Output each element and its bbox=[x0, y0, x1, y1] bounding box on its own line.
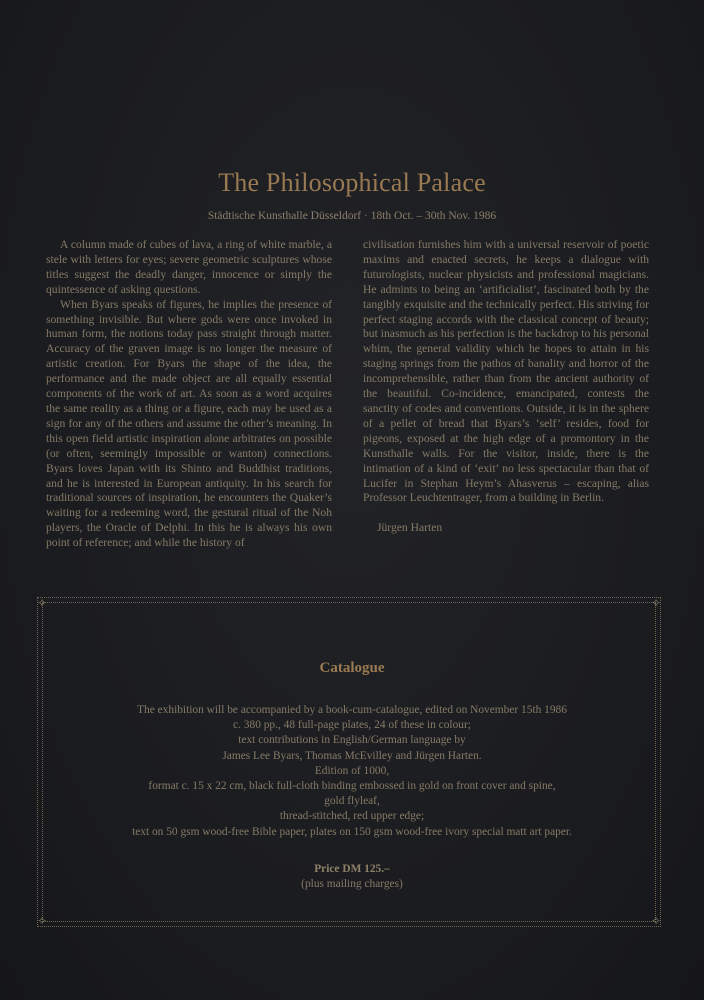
essay-paragraph: A column made of cubes of lava, a ring of white marble, a stele with letters for eyes; severe geometric sculptures whose titles suggest the deadly danger, innocence or simply the quintessence of asking questions. bbox=[46, 238, 332, 296]
essay-right-column bbox=[363, 238, 649, 536]
author-signature: Jürgen Harten bbox=[377, 521, 443, 535]
price-note: (plus mailing charges) bbox=[301, 878, 403, 891]
catalogue-heading: Catalogue bbox=[319, 660, 385, 676]
catalogue-line: text contributions in English/German language by bbox=[238, 734, 466, 747]
catalogue-line: James Lee Byars, Thomas McEvilley and Jürgen Harten. bbox=[222, 749, 482, 762]
essay-paragraph: When Byars speaks of figures, he implies the presence of something invisible. But where gods were once invoked in human form, the notions today pass straight through matter. Accuracy of the graven image is no longer the measure of artistic creation. For Byars the shape of the idea, the performance and the made object are all equally essential components of the work of art. As soon as a word acquires the same reality as a thing or a figure, each may be used as a sign for any of the others and assume the other’s meaning. In this open field artistic inspiration alone arbitrates on possible (or often, seemingly impossible or wanton) connections. Byars loves Japan with its Shinto and Buddhist traditions, and he is interested in European antiquity. In his search for traditional sources of inspiration, he encounters the Quaker’s waiting for a redeeming word, the gestural ritual of the Noh players, the Oracle of Delphi. In this he is always his own point of reference; and while the history of bbox=[46, 297, 332, 550]
catalogue-line: Edition of 1000, bbox=[314, 764, 390, 777]
price-block bbox=[0, 862, 704, 892]
catalogue-line: gold flyleaf, bbox=[324, 795, 380, 808]
corner-star-icon: ✧ bbox=[651, 596, 662, 610]
catalogue-details bbox=[0, 703, 704, 840]
essay-left-column bbox=[46, 238, 332, 551]
page-title: The Philosophical Palace bbox=[218, 168, 486, 197]
catalogue-line: The exhibition will be accompanied by a book-cum-catalogue, edited on November 15th 1986 bbox=[137, 704, 567, 716]
essay-paragraph: civilisation furnishes him with a universal reservoir of poetic maxims and enacted secrets, he keeps a dialogue with futurologists, nuclear physicists and professional magicians. He admints to being an ‘artificialist’, fascinated both by the tangibly exquisite and the technically perfect. His striving for perfect staging accords with the classical concept of beauty; but inasmuch as his perfection is the backdrop to his personal whim, the general validity which he hopes to attain in his staging springs from the pathos of banality and horror of the incomprehensible, rather than from the ancient authority of the beautiful. Co-incidence, emancipated, contests the sanctity of codes and conventions. Outside, it is in the sphere of a pellet of bread that Byars’s ‘self’ resides, food for pigeons, exposed at the high edge of a promontory in the Kunsthalle walls. For the visitor, inside, there is the intimation of a kind of ‘exit’ no less spectacular than that of Lucifer in Stephan Heym’s Ahasverus – escaping, alias Professor Leuchtentrager, from a building in Berlin. bbox=[363, 238, 649, 505]
corner-star-icon: ✧ bbox=[37, 914, 48, 928]
price-label: Price DM 125.– bbox=[314, 863, 390, 875]
catalogue-line: text on 50 gsm wood-free Bible paper, plates on 150 gsm wood-free ivory special matt art paper. bbox=[132, 825, 572, 838]
corner-star-icon: ✧ bbox=[651, 914, 662, 928]
catalogue-line: c. 380 pp., 48 full-page plates, 24 of these in colour; bbox=[233, 719, 471, 732]
catalogue-line: format c. 15 x 22 cm, black full-cloth binding embossed in gold on front cover and spine, bbox=[148, 780, 556, 793]
corner-star-icon: ✧ bbox=[37, 596, 48, 610]
exhibition-subtitle: Städtische Kunsthalle Düsseldorf · 18th Oct. – 30th Nov. 1986 bbox=[207, 210, 497, 222]
catalogue-line: thread-stitched, red upper edge; bbox=[279, 810, 425, 823]
